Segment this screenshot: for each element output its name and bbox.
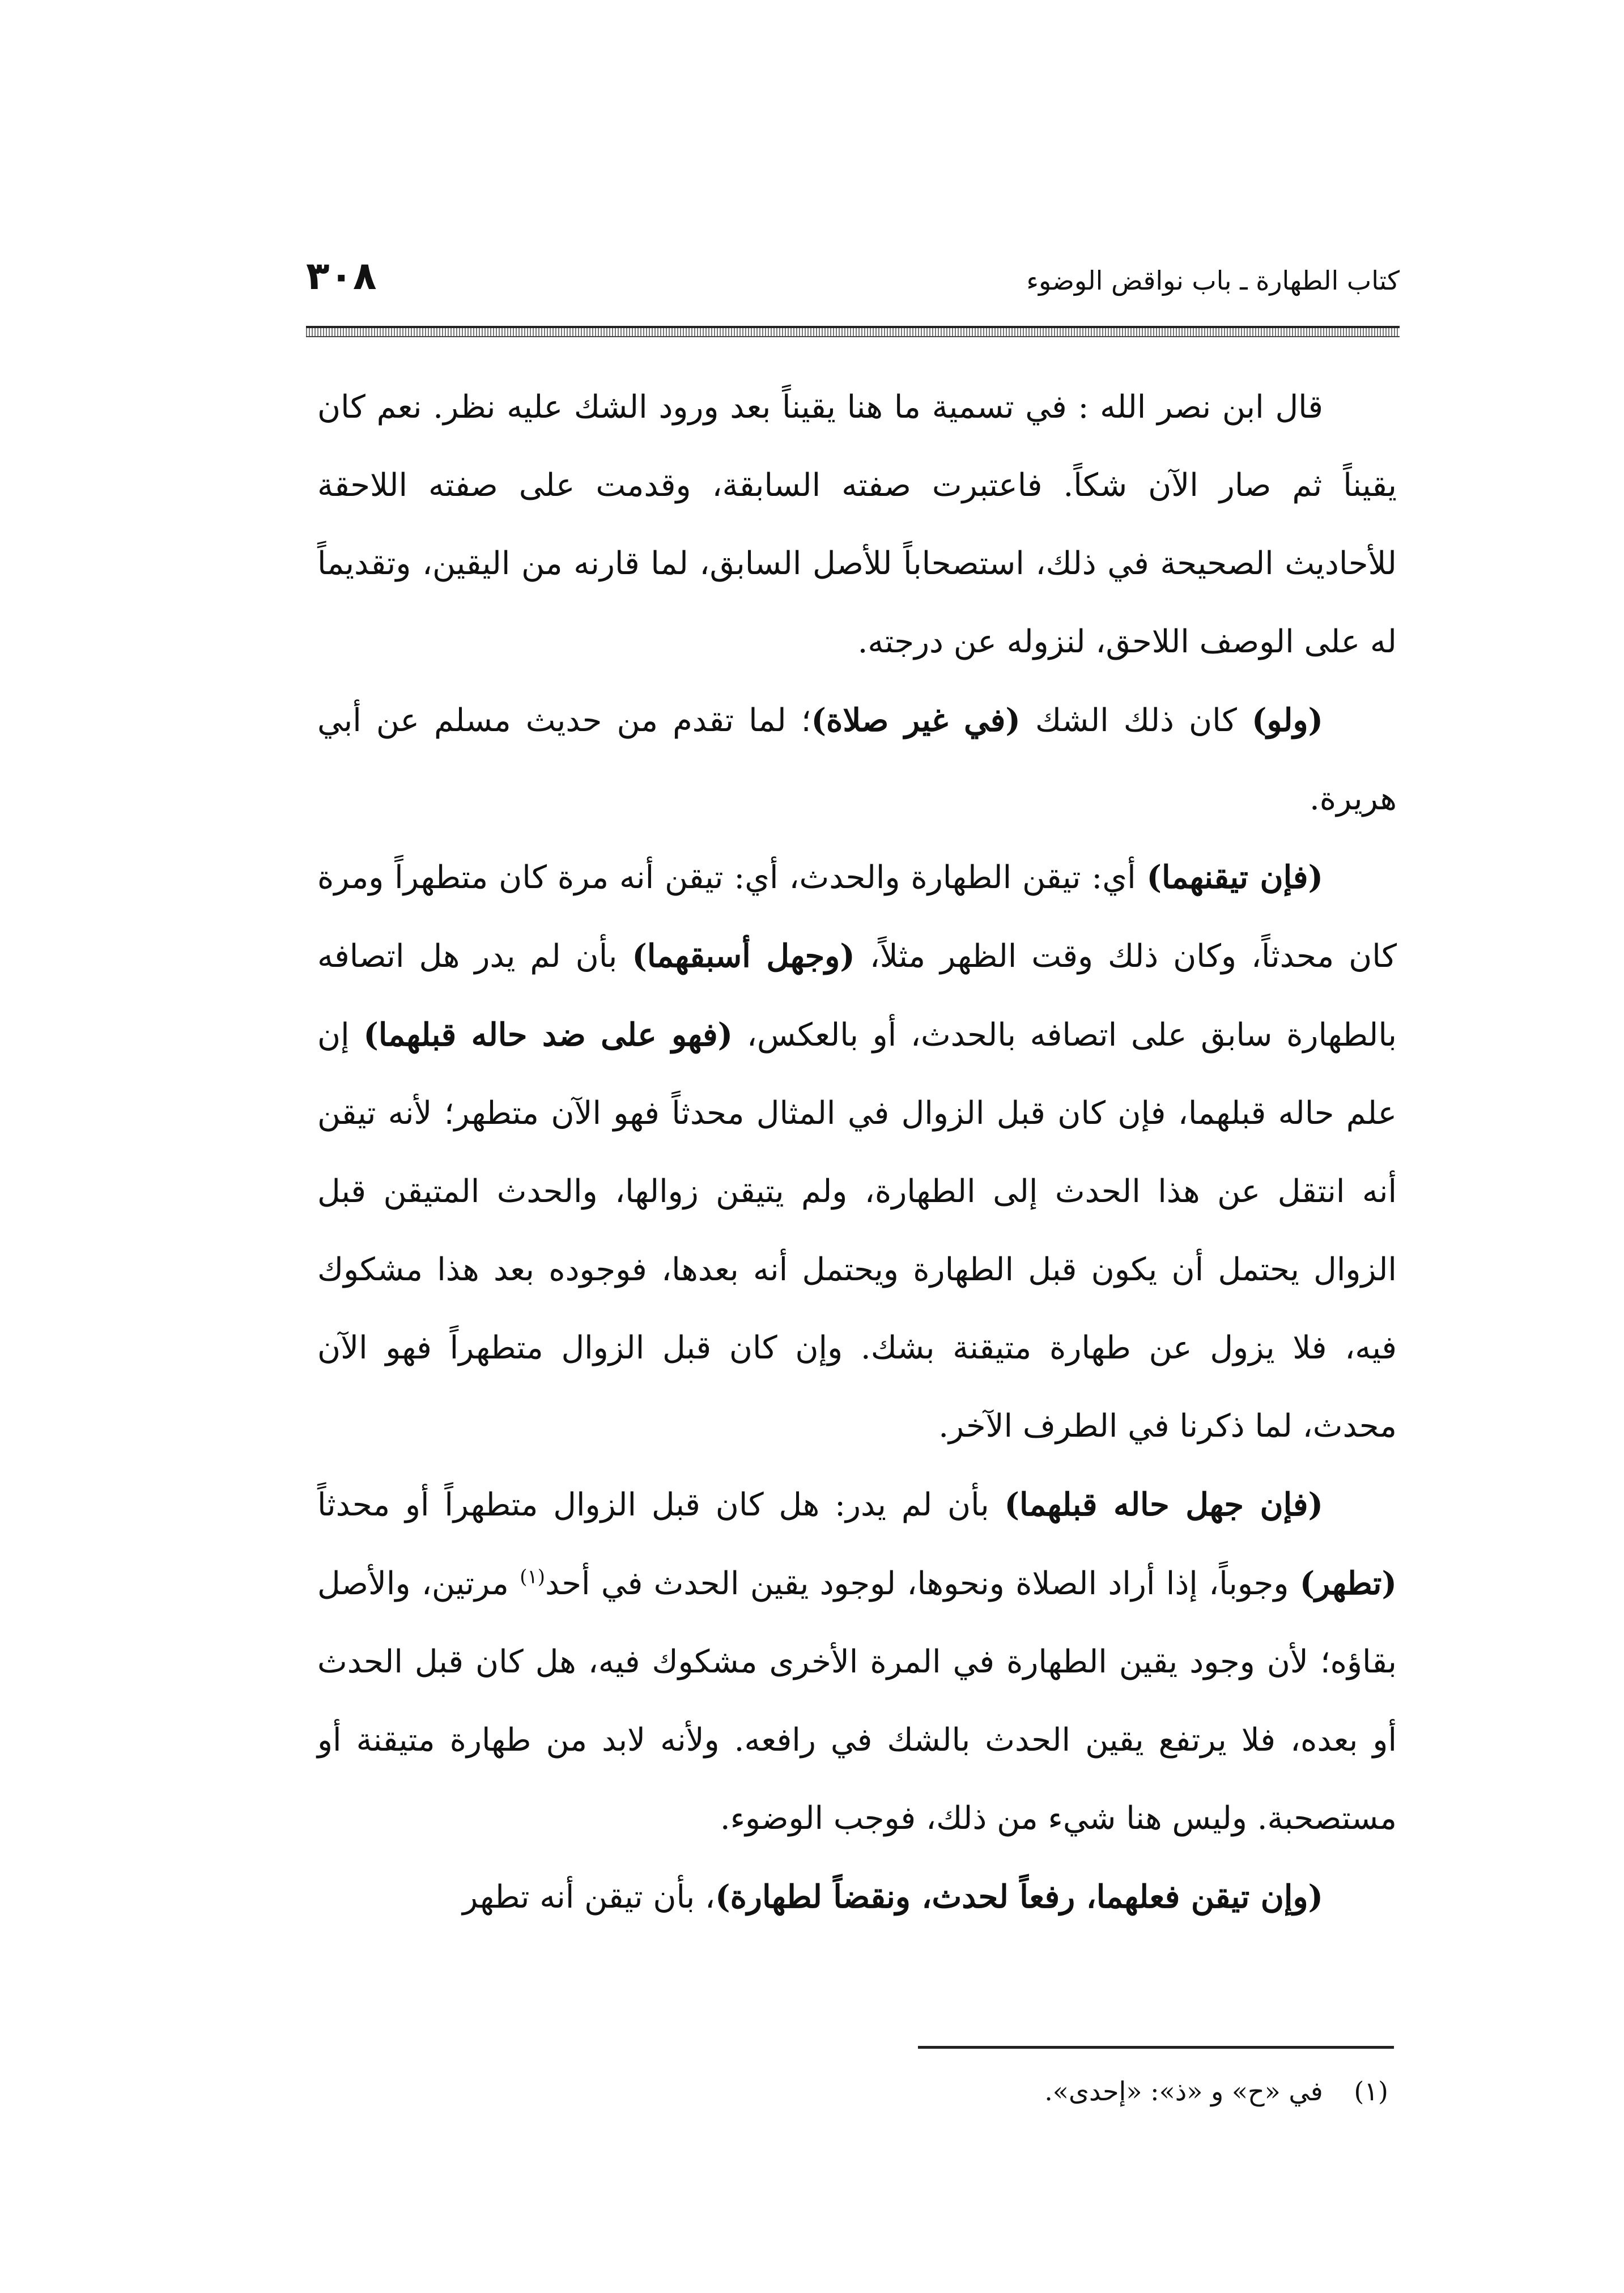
header-title: كتاب الطهارة ـ باب نواقض الوضوء bbox=[1026, 265, 1400, 296]
paragraph-5 bbox=[317, 1858, 1397, 1937]
bold-term: (فإن تيقنهما) bbox=[1146, 859, 1323, 896]
running-header bbox=[306, 254, 1400, 316]
paragraph-text: كان ذلك الشك bbox=[1020, 702, 1252, 739]
bold-term: (تطهر) bbox=[1299, 1565, 1397, 1602]
footnote-text: في «ح» و «ذ»: «إحدى». bbox=[1044, 2076, 1323, 2107]
header-rule bbox=[306, 326, 1400, 337]
bold-term: (وجهل أسبقهما) bbox=[632, 937, 855, 975]
paragraph-text: أي: تيقن الطهارة والحدث، أي: تيقن أنه مرة كان متطهراً ومرة كان محدثاً، وكان ذلك وقت الظهر مثلاً، bbox=[317, 859, 1397, 975]
paragraph-1: قال ابن نصر الله : في تسمية ما هنا يقيناً بعد ورود الشك عليه نظر. نعم كان يقيناً ثم صار الآن شكاً. فاعتبرت صفته السابقة، وقدمت على صفته اللاحقة للأحاديث الصحيحة في ذلك، استصحاباً للأصل السابق، لما قارنه من اليقين، وتقديماً له على الوصف اللاحق، لنزوله عن درجته. bbox=[317, 389, 1397, 660]
paragraph-text: ؛ لما تقدم من حديث مسلم عن أبي هريرة. bbox=[317, 702, 1397, 817]
footnote-rule bbox=[918, 2046, 1394, 2049]
footnote-ref: (١) bbox=[520, 1565, 546, 1589]
bold-term: (فإن جهل حاله قبلهما) bbox=[1004, 1486, 1323, 1523]
paragraph-3 bbox=[317, 838, 1397, 1466]
bold-term: (فهو على ضد حاله قبلهما) bbox=[363, 1016, 733, 1054]
bold-term: (في غير صلاة) bbox=[811, 702, 1021, 739]
footnote-number: (١) bbox=[1354, 2076, 1388, 2107]
footnote bbox=[680, 2069, 1388, 2114]
paragraph-text: ، بأن تيقن أنه تطهر bbox=[462, 1879, 716, 1916]
paragraph-text: وجوباً، إذا أراد الصلاة ونحوها، لوجود يقين الحدث في أحد bbox=[545, 1565, 1300, 1602]
paragraph-text: بأن لم يدر: هل كان قبل الزوال متطهراً أو محدثاً bbox=[317, 1487, 1005, 1523]
paragraph-4 bbox=[317, 1466, 1397, 1858]
paragraph-text: إن علم حاله قبلهما، فإن كان قبل الزوال في المثال محدثاً فهو الآن متطهر؛ لأنه تيقن أنه انتقل عن هذا الحدث إلى الطهارة، ولم يتيقن زوالها، والحدث المتيقن قبل الزوال يحتمل أن يكون قبل الطهارة ويحتمل أنه بعدها، فوجوده بعد هذا مشكوك فيه، فلا يزول عن طهارة متيقنة بشك. وإن كان قبل الزوال متطهراً فهو الآن محدث، لما ذكرنا في الطرف الآخر. bbox=[317, 1017, 1397, 1445]
paragraph-text: بأن لم يدر هل اتصافه بالطهارة سابق على اتصافه بالحدث، أو بالعكس، bbox=[317, 938, 1397, 1054]
bold-term: (وإن تيقن فعلهما، رفعاً لحدث، ونقضاً لطهارة) bbox=[715, 1878, 1323, 1916]
page-number: ٣٠٨ bbox=[306, 254, 377, 299]
bold-term: (ولو) bbox=[1251, 702, 1323, 739]
main-text bbox=[317, 368, 1397, 2040]
paragraph-text: مرتين، والأصل بقاؤه؛ لأن وجود يقين الطهارة في المرة الأخرى مشكوك فيه، هل كان قبل الحدث أو بعده، فلا يرتفع يقين الحدث بالشك في رافعه. ولأنه لابد من طهارة متيقنة أو مستصحبة. وليس هنا شيء من ذلك، فوجب الوضوء. bbox=[317, 1565, 1397, 1837]
paragraph-2 bbox=[317, 681, 1397, 838]
